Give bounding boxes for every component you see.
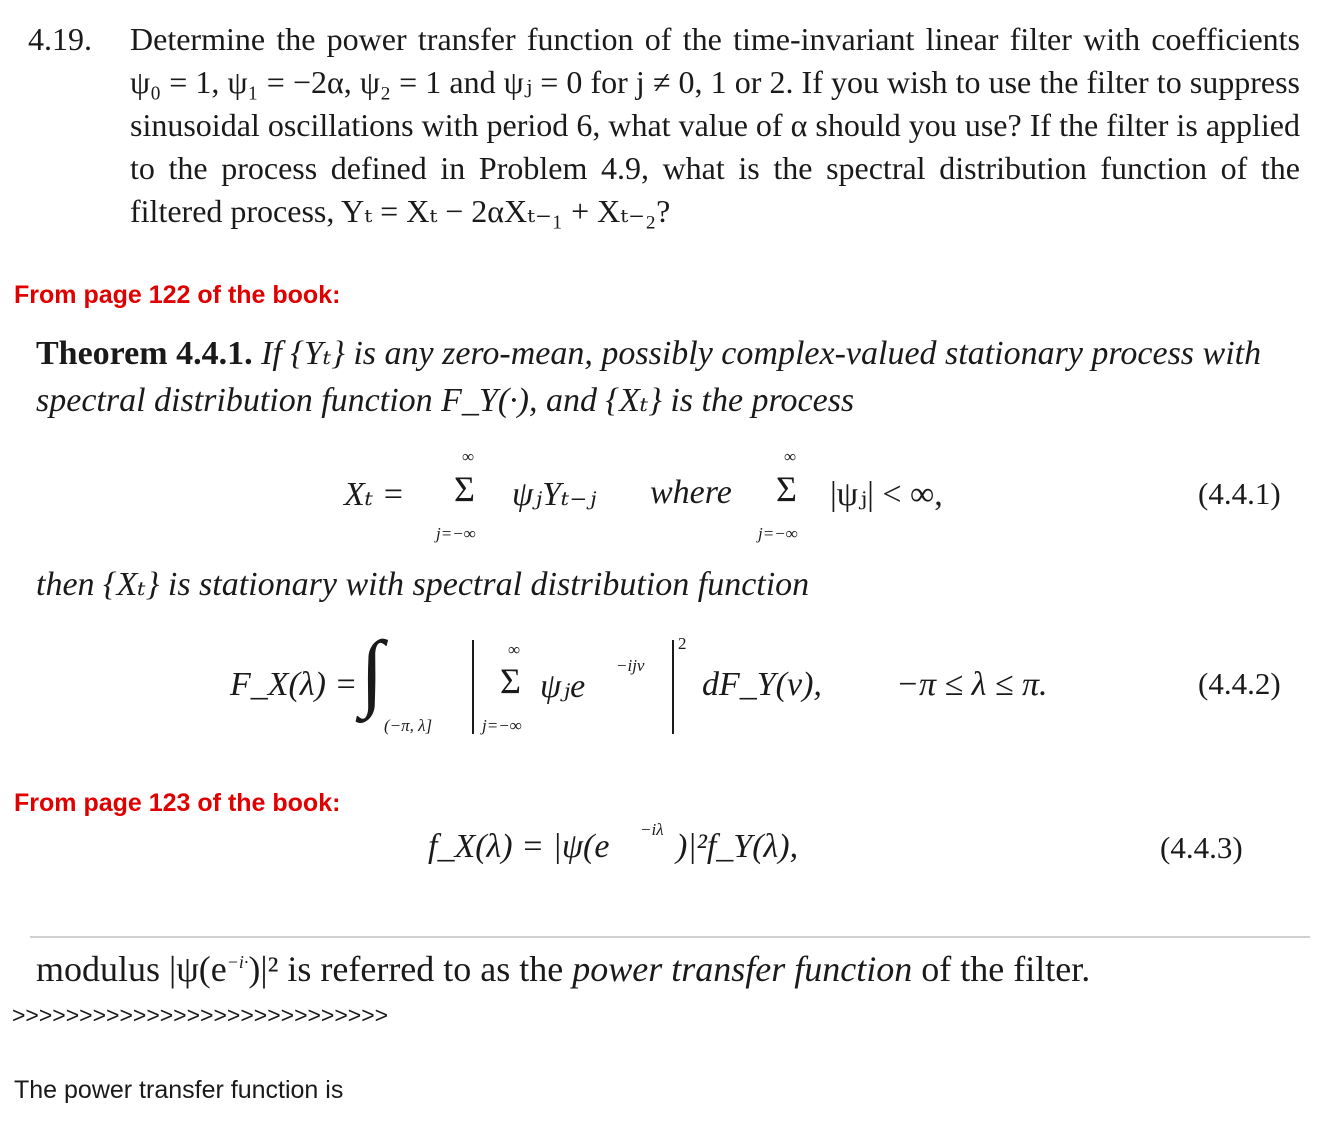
eq2-number: (4.4.2) [1198, 666, 1281, 701]
theorem-conclusion: then {Xₜ} is stationary with spectral distribution function [36, 566, 810, 603]
problem-text: Determine the power transfer function of the time-invariant linear filter with coefficients ψ₀ = 1, ψ₁ = −2α, ψ₂ = 1 and ψⱼ = 0 for j ≠ 0, 1 or 2. If you wish to use the filter to suppress sinusoidal oscillations with period 6, what value of α should you use? If the filter is applied to the process defined in Problem 4.9, what is the spectral distribution function of the filtered process, Yₜ = Xₜ − 2αXₜ₋₁ + Xₜ₋₂? [130, 21, 1300, 229]
source-note-page-123: From page 123 of the book: [14, 789, 341, 817]
eq1-where: where [650, 474, 732, 511]
eq2-measure: dF_Y(ν), [702, 666, 822, 703]
eq3-main: f_X(λ) = |ψ(e [428, 828, 610, 865]
eq3-exponent: −iλ [640, 820, 664, 839]
modulus-sentence [36, 948, 1090, 990]
eq2-exponent: −ijν [616, 656, 645, 675]
eq2-sum-upper: ∞ [508, 640, 521, 659]
eq1-sum1-lower: j=−∞ [436, 524, 476, 543]
theorem-statement [36, 330, 1298, 424]
modulus-mid: )|² is referred to as the [248, 949, 573, 989]
eq1-number: (4.4.1) [1198, 476, 1281, 511]
integral-sign: ∫ [360, 623, 384, 719]
eq2-power: 2 [678, 634, 687, 653]
eq2-range: −π ≤ λ ≤ π. [896, 666, 1048, 703]
eq1-lhs: Xₜ = [344, 476, 405, 513]
source-note-page-122: From page 122 of the book: [14, 281, 341, 309]
modulus-start: modulus |ψ(e [36, 949, 227, 989]
eq1-sigma-1: Σ [454, 469, 475, 509]
modulus-end: of the filter. [912, 949, 1091, 989]
cropped-line-remnant [30, 936, 1310, 938]
eq2-sigma: Σ [500, 661, 521, 701]
modulus-term: power transfer function [572, 949, 913, 989]
modulus-exponent: −i· [226, 952, 249, 972]
eq3-number: (4.4.3) [1160, 830, 1243, 865]
eq2-integral-domain: (−π, λ] [384, 716, 433, 735]
eq2-sum-lower: j=−∞ [482, 716, 522, 735]
eq1-sum1-upper: ∞ [462, 447, 475, 466]
arrow-separator: >>>>>>>>>>>>>>>>>>>>>>>>>>>> [12, 1002, 389, 1028]
eq1-sigma-2: Σ [776, 469, 797, 509]
abs-bar-left [472, 640, 474, 734]
eq2-term: ψⱼe [540, 668, 586, 705]
eq2-lhs: F_X(λ) = [230, 666, 358, 703]
eq1-term1: ψⱼYₜ₋ⱼ [512, 476, 597, 513]
eq3-rest: )|²f_Y(λ), [676, 828, 799, 865]
theorem-text: If {Yₜ} is any zero-mean, possibly complex-valued stationary process with spectral distribution function F_Y(·), and {Xₜ} is the process [36, 335, 1262, 419]
eq1-term2: |ψⱼ| < ∞, [830, 476, 943, 513]
theorem-label: Theorem 4.4.1. [36, 335, 253, 372]
eq1-sum2-lower: j=−∞ [758, 524, 798, 543]
answer-intro: The power transfer function is [14, 1076, 344, 1104]
eq1-sum2-upper: ∞ [784, 447, 797, 466]
problem-number: 4.19. [28, 21, 92, 57]
abs-bar-right [672, 640, 674, 734]
